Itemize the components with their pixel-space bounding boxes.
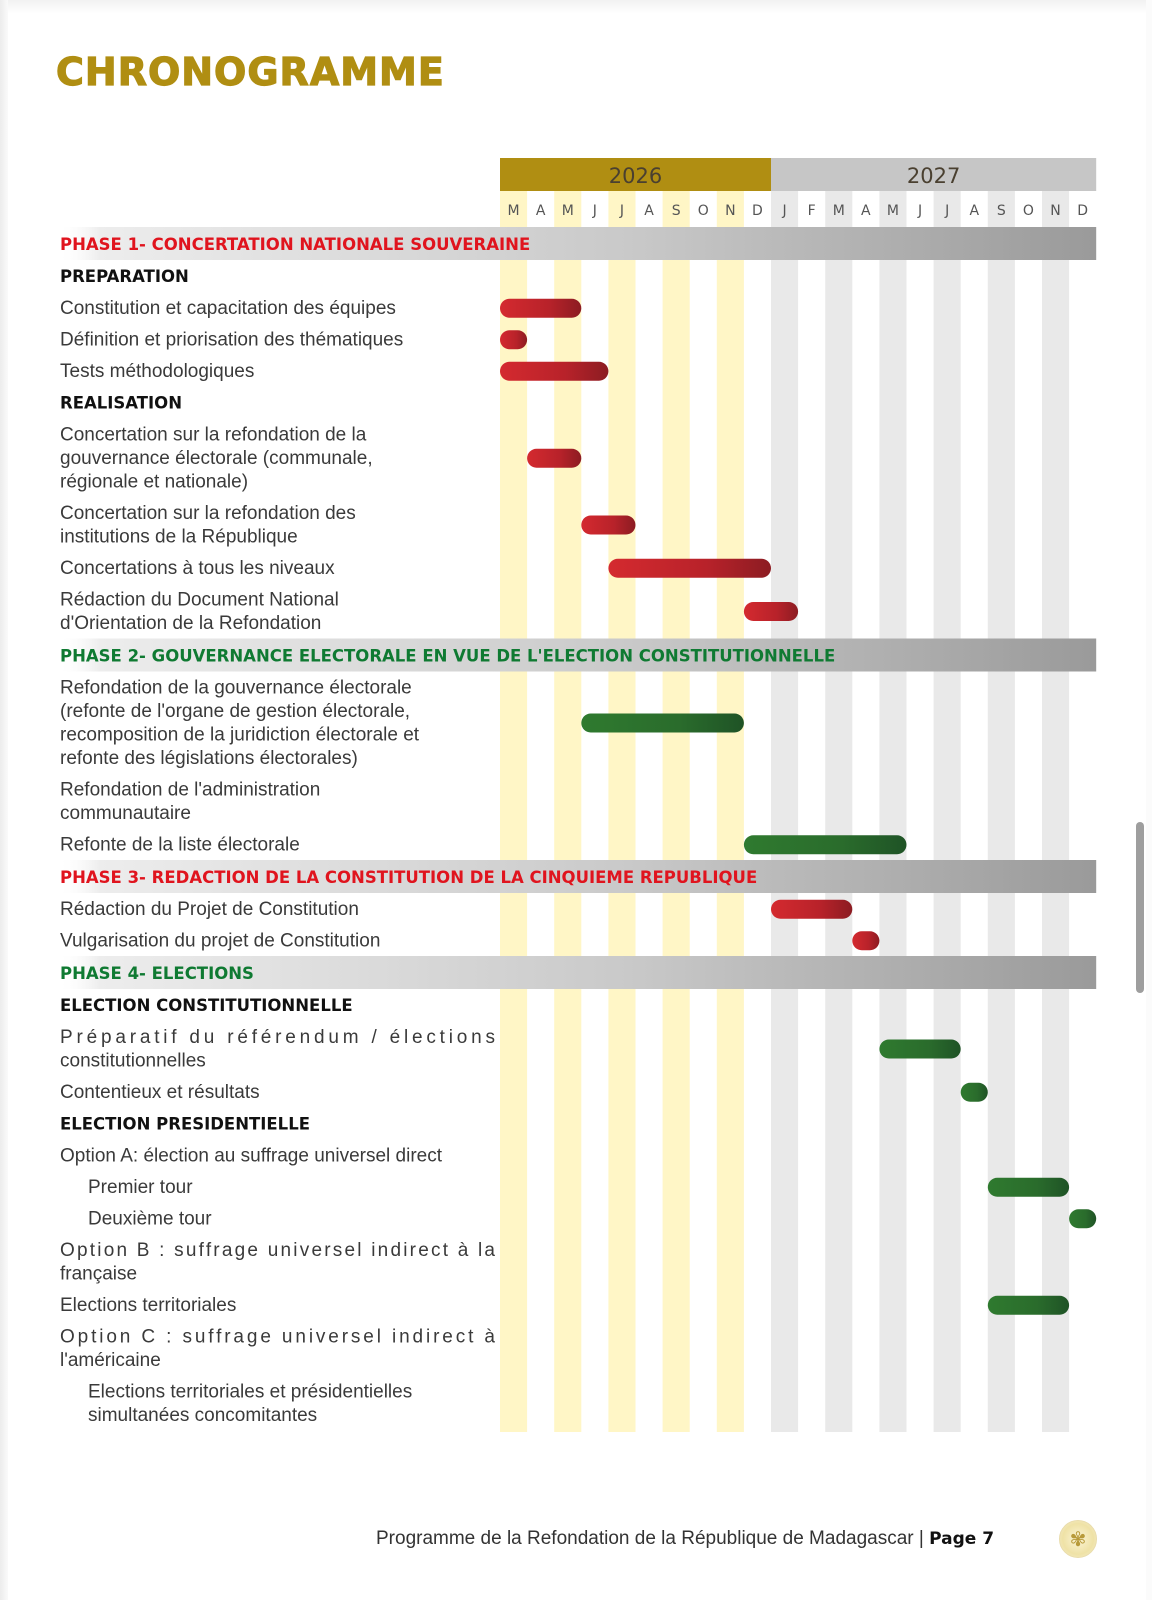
gantt-bar[interactable]: [744, 602, 798, 621]
wheat-emblem-icon: ✾: [1059, 1520, 1097, 1558]
task-label: simultanées concomitantes: [88, 1405, 318, 1426]
section-heading: ELECTION CONSTITUTIONNELLE: [60, 996, 353, 1015]
task-label: Rédaction du Projet de Constitution: [60, 899, 359, 920]
month-column-stripe: [934, 191, 961, 1432]
month-tick-label: F: [807, 203, 816, 219]
gantt-bar[interactable]: [988, 1178, 1069, 1197]
task-label: Option C : suffrage universel indirect à: [60, 1326, 496, 1348]
task-label: refonte des législations électorales): [60, 748, 358, 769]
task-label: communautaire: [60, 803, 191, 824]
month-tick-label: S: [996, 203, 1006, 219]
phase-title: PHASE 4- ELECTIONS: [60, 964, 254, 983]
task-label: (refonte de l'organe de gestion électorale,: [60, 701, 411, 722]
task-label: Refonte de la liste électorale: [60, 834, 300, 856]
month-column-stripe: [879, 191, 906, 1432]
task-label: Préparatif du référendum / élections: [60, 1027, 495, 1048]
month-tick-label: D: [1077, 203, 1089, 219]
task-label: Option A: élection au suffrage universel direct: [60, 1145, 442, 1167]
task-label: régionale et nationale): [60, 471, 249, 493]
month-tick-label: J: [945, 203, 950, 219]
scrollbar-thumb[interactable]: [1136, 822, 1144, 993]
gantt-bar[interactable]: [581, 516, 635, 535]
gantt-bar[interactable]: [1069, 1209, 1096, 1228]
task-label: Concertation sur la refondation de la: [60, 424, 367, 446]
month-column-stripe: [771, 191, 798, 1432]
month-tick-label: N: [725, 203, 736, 219]
year-label: 2027: [906, 164, 961, 188]
month-tick-label: M: [886, 203, 899, 219]
task-label: Rédaction du Document National: [60, 589, 339, 611]
month-column-stripe: [988, 191, 1015, 1432]
section-heading: ELECTION PRESIDENTIELLE: [60, 1114, 310, 1134]
gantt-bar[interactable]: [879, 1040, 960, 1059]
month-tick-label: D: [752, 203, 763, 219]
footer-page-number: Page 7: [929, 1529, 995, 1549]
month-tick-label: J: [782, 203, 787, 219]
gantt-bar[interactable]: [988, 1296, 1069, 1315]
section-heading: PREPARATION: [60, 267, 189, 286]
phase-title: PHASE 2- GOUVERNANCE ELECTORALE EN VUE DE L'ELECTION CONSTITUTIONNELLE: [60, 646, 836, 666]
task-label: Définition et priorisation des thématiques: [60, 329, 404, 351]
task-label: Premier tour: [88, 1177, 193, 1198]
phase-title: PHASE 3- REDACTION DE LA CONSTITUTION DE LA CINQUIEME REPUBLIQUE: [60, 868, 758, 887]
task-label: Elections territoriales et présidentielles: [88, 1381, 413, 1403]
month-tick-label: A: [644, 203, 654, 219]
gantt-bar[interactable]: [500, 362, 608, 381]
task-label: Contentieux et résultats: [60, 1082, 260, 1103]
task-label: Option B : suffrage universel indirect à la: [60, 1240, 495, 1261]
task-label: Deuxième tour: [88, 1208, 212, 1230]
month-tick-label: J: [619, 203, 625, 219]
gantt-bar[interactable]: [581, 714, 744, 733]
month-column-stripe: [1042, 191, 1069, 1432]
gantt-bar[interactable]: [852, 931, 879, 950]
task-label: d'Orientation de la Refondation: [60, 613, 322, 634]
footer: [376, 1528, 994, 1550]
task-label: française: [60, 1263, 138, 1285]
month-column-stripe: [717, 191, 744, 1432]
gantt-bar[interactable]: [527, 449, 581, 468]
task-label: recomposition de la juridiction électorale et: [60, 724, 420, 746]
month-tick-label: A: [969, 203, 980, 219]
month-tick-label: J: [592, 203, 597, 219]
gantt-bar[interactable]: [500, 330, 527, 349]
month-tick-label: J: [917, 203, 923, 219]
page-title: CHRONOGRAMME: [56, 50, 445, 94]
task-label: l'américaine: [60, 1350, 161, 1371]
task-label: institutions de la République: [60, 526, 298, 548]
month-tick-label: O: [697, 203, 709, 219]
month-tick-label: A: [861, 203, 871, 219]
gantt-bar[interactable]: [608, 559, 771, 578]
task-label: Tests méthodologiques: [60, 361, 255, 382]
task-label: gouvernance électorale (communale,: [60, 448, 373, 469]
scrollbar-track[interactable]: [1146, 0, 1152, 1600]
year-label: 2026: [608, 164, 663, 188]
month-column-stripe: [825, 191, 852, 1432]
section-heading: REALISATION: [60, 393, 183, 413]
task-label: Refondation de l'administration: [60, 779, 321, 801]
gantt-bar[interactable]: [744, 835, 907, 854]
month-column-stripe: [663, 191, 690, 1432]
task-label: Elections territoriales: [60, 1295, 237, 1316]
month-tick-label: M: [561, 203, 574, 219]
footer-separator: |: [918, 1528, 924, 1549]
month-tick-label: S: [671, 203, 681, 219]
task-label: Constitution et capacitation des équipes: [60, 298, 396, 319]
footer-document-title: Programme de la Refondation de la République de Madagascar: [376, 1528, 914, 1549]
gantt-bar[interactable]: [771, 900, 852, 919]
task-label: Refondation de la gouvernance électorale: [60, 677, 412, 699]
month-tick-label: O: [1022, 203, 1034, 219]
task-label: constitutionnelles: [60, 1050, 206, 1072]
task-label: Concertations à tous les niveaux: [60, 558, 335, 579]
month-tick-label: M: [507, 203, 520, 219]
gantt-bar[interactable]: [500, 299, 581, 318]
month-tick-label: N: [1050, 203, 1061, 219]
month-column-stripe: [608, 191, 635, 1432]
month-tick-label: A: [535, 203, 546, 219]
phase-title: PHASE 1- CONCERTATION NATIONALE SOUVERAINE: [60, 235, 531, 254]
task-label: Vulgarisation du projet de Constitution: [60, 930, 381, 952]
task-label: Concertation sur la refondation des: [60, 503, 356, 524]
month-tick-label: M: [832, 203, 845, 219]
gantt-bar[interactable]: [961, 1083, 988, 1102]
